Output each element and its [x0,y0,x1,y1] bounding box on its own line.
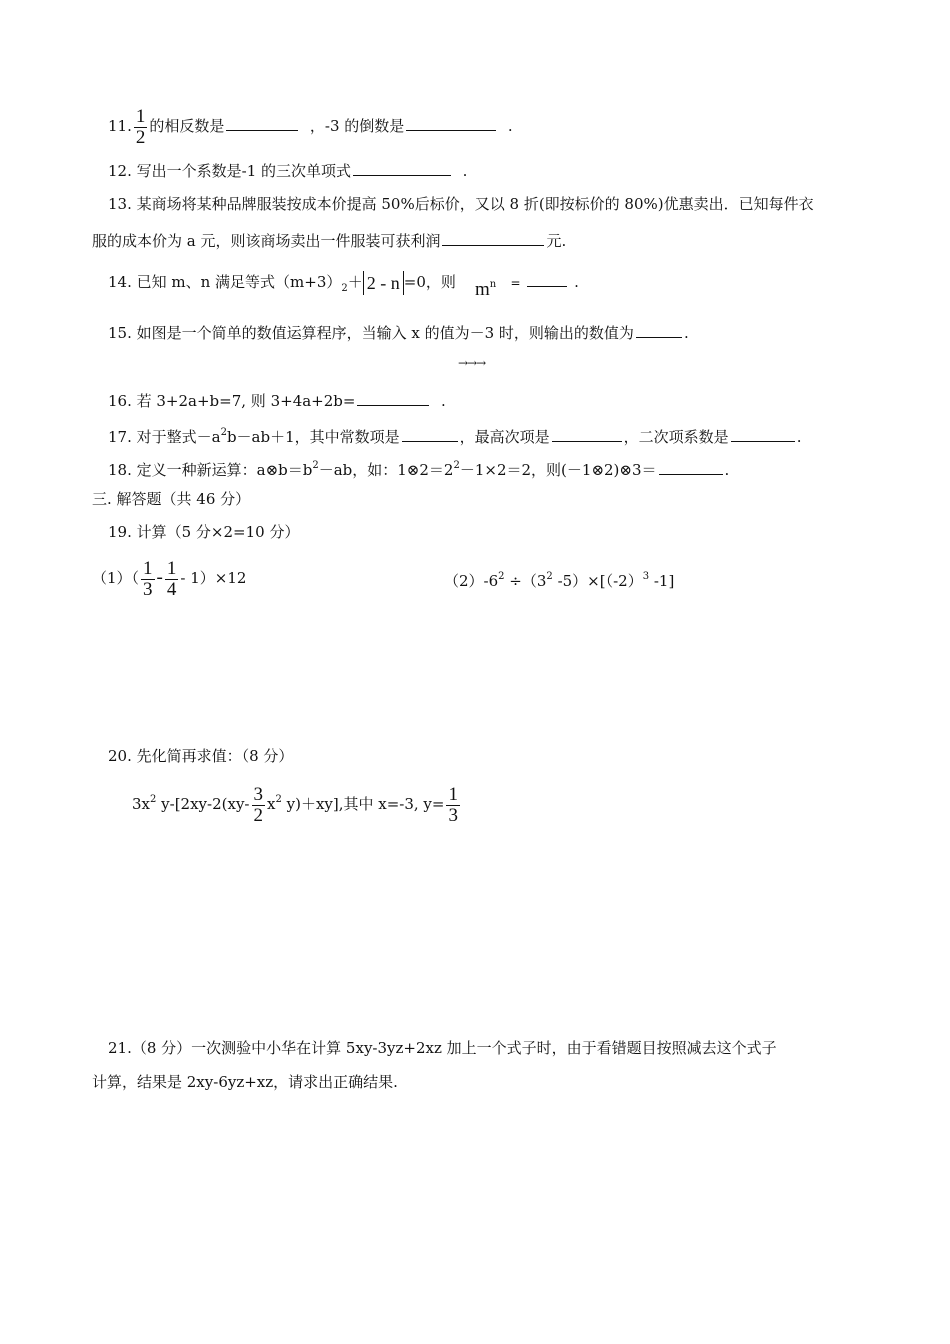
question-14: 14. 已知 m、n 满足等式$(m+3)_2+ 2 - n =0$，则 mn = . [108,273,579,300]
q19-fraction-1: $\frac{1}{3}$ [143,557,153,600]
question-13-line-1: 13. 某商场将某种品牌服装按成本价提高 50%后标价，又以 8 折(即按标价的 80%)优惠卖出．已知每件衣 [108,195,814,213]
flowchart-arrows: →→→ [458,356,486,370]
q15-answer-blank[interactable] [636,322,682,338]
question-20-title: 20. 先化简再求值：（8 分） [108,747,294,765]
q20-fraction-1: $\frac{3}{2}$ [253,783,263,826]
question-21-line-2: 计算，结果是 2xy-6yz+xz，请求出正确结果. [92,1073,398,1091]
q20-fraction-2: $\frac{1}{3}$ [448,783,458,826]
q11-text-b: ，-3 的倒数是 [309,117,405,135]
question-13-line-2: 服的成本价为 a 元，则该商场卖出一件服装可获利润 元. [92,232,567,250]
q12-answer-blank[interactable] [353,160,451,176]
q11-answer-blank-2[interactable] [406,115,496,131]
q17-answer-blank-1[interactable] [402,426,458,442]
q19-fraction-2: $\frac{1}{4}$ [166,557,177,600]
question-19-part-2: $(2)-6^2 \div(3^2$ $-5)\times[(-2)^3$ -1] [444,571,675,590]
q13-answer-blank[interactable] [442,230,544,246]
question-19-title: 19. 计算（5 分×2=10 分） [108,523,300,541]
q14-answer-blank[interactable] [527,276,567,287]
q11-fraction: $\frac{1}{2}$ [135,105,146,148]
question-12: 12. 写出一个系数是-1 的三次单项式 . [108,162,468,180]
q12-text: 12. 写出一个系数是-1 的三次单项式 [108,162,352,180]
q11-text-a: 的相反数是 [149,117,225,135]
section-3-title: 三. 解答题（共 46 分） [92,490,251,508]
q16-answer-blank[interactable] [357,390,429,406]
question-20-expression: $3x^2$ y-[2xy-2(xy- $\frac{3}{2}$ $x^2$ y)＋xy],其中 x=-3, y= $\frac{1}{3}$ [132,783,458,826]
question-21-line-1: 21.（8 分）一次测验中小华在计算 5xy-3yz+2xz 加上一个式子时，由于看错题目按照减去这个式子 [108,1039,777,1057]
q14-absolute-value: 2 - n [363,271,404,295]
q17-answer-blank-3[interactable] [731,426,795,442]
q11-number: 11. [108,117,132,135]
q11-answer-blank-1[interactable] [226,115,298,131]
question-17: 17. 对于整式$-a^2b-ab+1$，其中常数项是 ，最高次项是 ，二次项系数是 . [108,427,802,446]
question-15: 15. 如图是一个简单的数值运算程序，当输入 x 的值为－3 时，则输出的数值为 . [108,324,689,342]
question-16: 16. 若 3+2a+b=7, 则 3+4a+2b= . [108,392,446,410]
q17-answer-blank-2[interactable] [552,426,622,442]
question-18: 18. 定义一种新运算：$a\otimes b=b^2-ab$，如：$1\otimes 2=2^2-1\times 2=2$，则(－1⊗2)⊗3＝ . [108,460,730,479]
question-11: 11. $\frac{1}{2}$ 的相反数是 ，-3 的倒数是 . [108,105,513,148]
q18-answer-blank[interactable] [659,459,723,475]
question-19-part-1: （1）（ $\frac{1}{3}$ - $\frac{1}{4}$ - 1）×12 [92,557,247,600]
